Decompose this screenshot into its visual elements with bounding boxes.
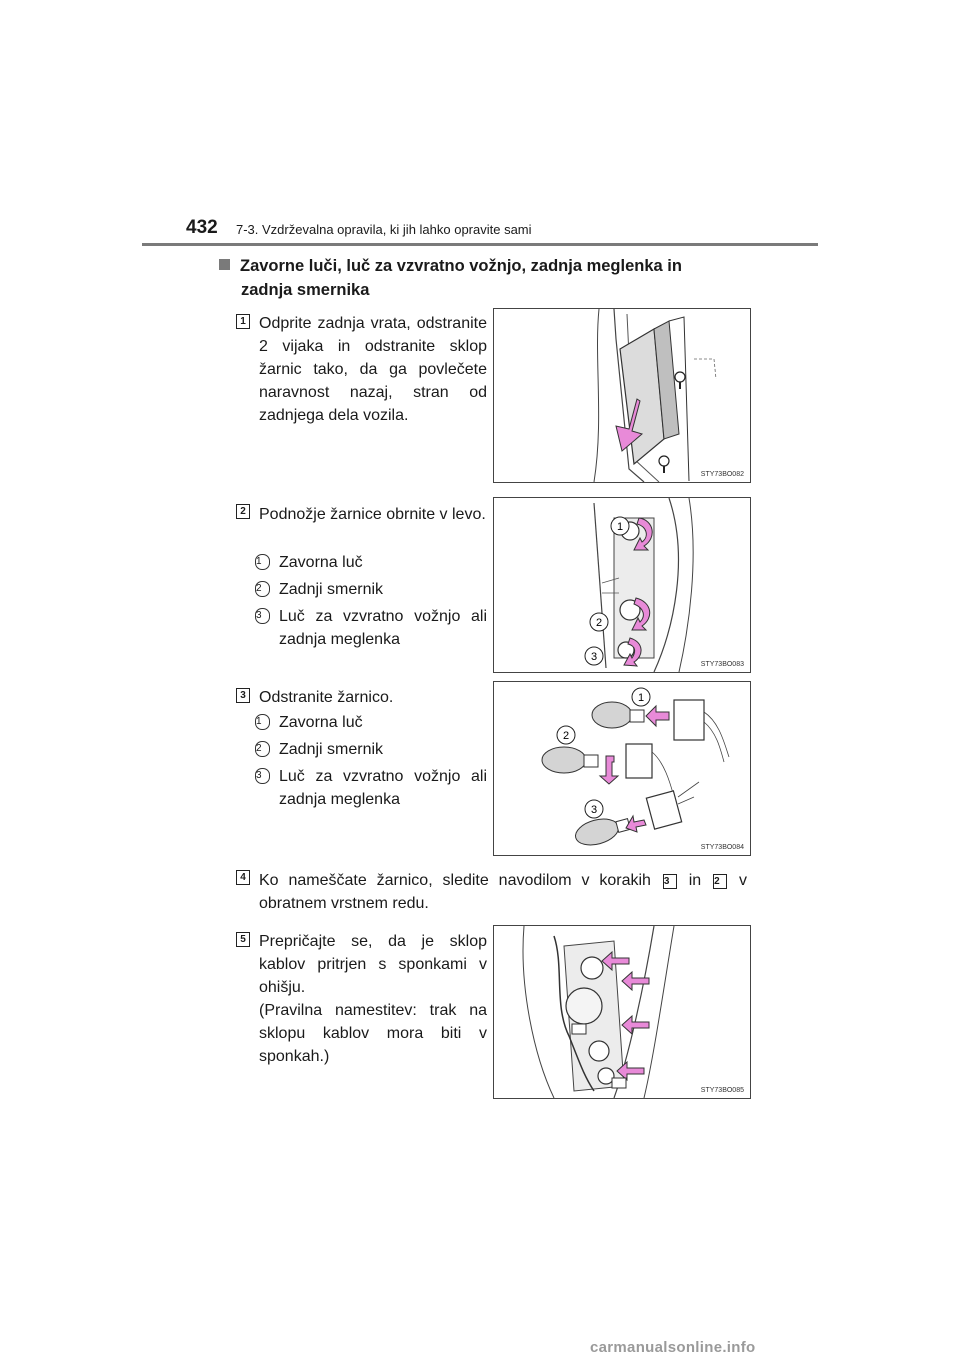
callout-2: 2 bbox=[255, 581, 270, 597]
step-badge-3: 3 bbox=[236, 688, 250, 703]
list-item bbox=[255, 551, 487, 574]
list-item bbox=[255, 711, 487, 734]
rear-door-lamp-illustration bbox=[494, 309, 750, 482]
callout-label: 2 bbox=[595, 617, 603, 629]
figure-code: STY73BO085 bbox=[700, 1087, 744, 1094]
wire-harness-clips-illustration bbox=[494, 926, 750, 1098]
figure-code: STY73BO084 bbox=[700, 844, 744, 851]
callout-label: 3 bbox=[590, 804, 598, 816]
figure-step-1 bbox=[493, 308, 751, 483]
figure-step-5 bbox=[493, 925, 751, 1099]
section-heading bbox=[219, 254, 747, 302]
list-item-text: Zadnji smernik bbox=[279, 581, 384, 598]
bulb-sockets-illustration bbox=[494, 498, 750, 672]
step-badge-5: 5 bbox=[236, 932, 250, 947]
step-3-list bbox=[255, 711, 487, 815]
step-badge-4: 4 bbox=[236, 870, 250, 885]
callout-3: 3 bbox=[255, 608, 270, 624]
step-badge-2: 2 bbox=[236, 504, 250, 519]
list-item-text: Zadnji smernik bbox=[279, 741, 384, 758]
step-4-text-c: v obratnem vrstnem redu. bbox=[259, 872, 747, 912]
list-item bbox=[255, 765, 487, 811]
step-4-text-a: Ko nameščate žarnico, sledite navodilom v korakih bbox=[259, 872, 651, 889]
step-3-text: Odstranite žarnico. bbox=[259, 689, 394, 706]
callout-1: 1 bbox=[255, 714, 270, 730]
step-badge-1: 1 bbox=[236, 314, 250, 329]
list-item-text: Luč za vzvratno vožnjo ali zadnja meglenka bbox=[279, 608, 487, 648]
list-item bbox=[255, 578, 487, 601]
list-item-text: Zavorna luč bbox=[279, 714, 363, 731]
bulb-removal-illustration bbox=[494, 682, 750, 855]
figure-step-3 bbox=[493, 681, 751, 856]
callout-label: 1 bbox=[637, 692, 645, 704]
step-ref-3: 3 bbox=[663, 874, 677, 889]
step-4-text-b: in bbox=[688, 872, 702, 889]
figure-code: STY73BO082 bbox=[700, 471, 744, 478]
list-item bbox=[255, 605, 487, 651]
heading-line-1: Zavorne luči, luč za vzvratno vožnjo, zadnja meglenka in bbox=[240, 257, 682, 275]
list-item-text: Zavorna luč bbox=[279, 554, 363, 571]
list-item bbox=[255, 738, 487, 761]
list-item-text: Luč za vzvratno vožnjo ali zadnja meglenka bbox=[279, 768, 487, 808]
callout-label: 2 bbox=[562, 730, 570, 742]
step-5-text: Prepričajte se, da je sklop kablov pritrjen s sponkami v ohišju. (Pravilna namestitev: trak na sklopu kablov mora biti v sponkah.) bbox=[259, 933, 487, 1065]
watermark: carmanualsonline.info bbox=[590, 1339, 756, 1356]
callout-label: 3 bbox=[590, 651, 598, 663]
callout-2: 2 bbox=[255, 741, 270, 757]
step-2-text: Podnožje žarnice obrnite v levo. bbox=[259, 506, 486, 523]
figure-code: STY73BO083 bbox=[700, 661, 744, 668]
callout-label: 1 bbox=[616, 521, 624, 533]
header-divider bbox=[142, 243, 818, 246]
square-bullet-icon bbox=[219, 259, 230, 270]
step-ref-2: 2 bbox=[713, 874, 727, 889]
step-2-list bbox=[255, 551, 487, 655]
page-number: 432 bbox=[186, 217, 218, 238]
step-4-text bbox=[259, 869, 747, 915]
callout-1: 1 bbox=[255, 554, 270, 570]
callout-3: 3 bbox=[255, 768, 270, 784]
heading-line-2: zadnja smernika bbox=[241, 281, 370, 299]
step-1-text: Odprite zadnja vrata, odstranite 2 vijaka in odstranite sklop žarnic tako, da ga povlečete naravnost nazaj, stran od zadnjega dela vozila. bbox=[259, 315, 487, 424]
section-title: 7-3. Vzdrževalna opravila, ki jih lahko opravite sami bbox=[236, 222, 532, 237]
figure-step-2 bbox=[493, 497, 751, 673]
